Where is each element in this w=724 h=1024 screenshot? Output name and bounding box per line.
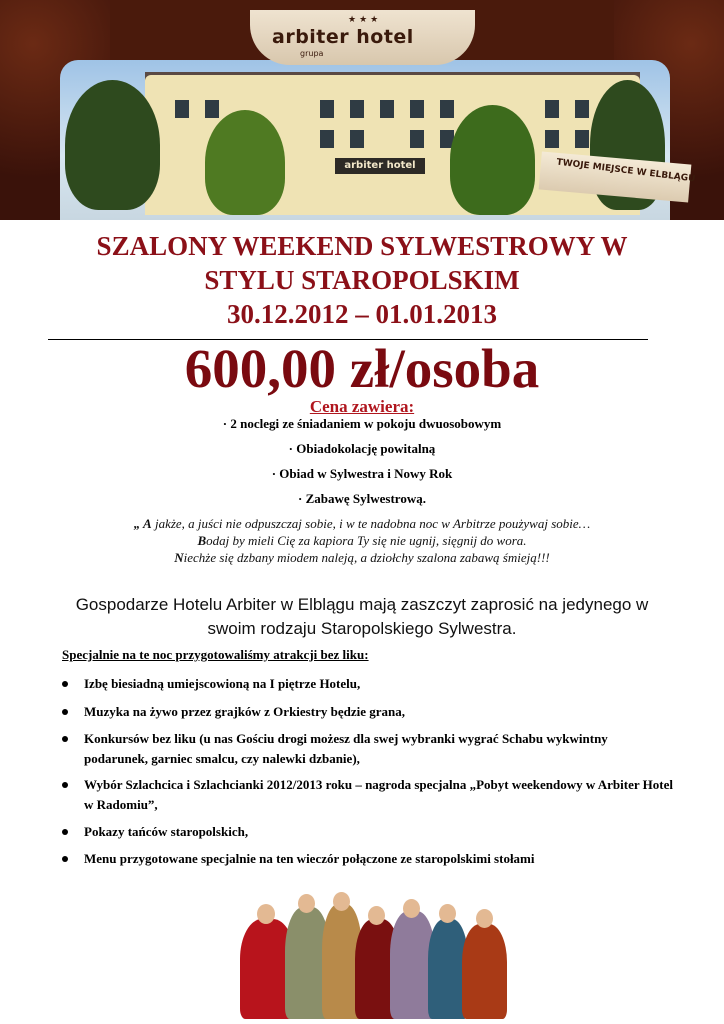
tree bbox=[450, 105, 535, 215]
window bbox=[320, 130, 334, 148]
window bbox=[380, 100, 394, 118]
list-item-text: Pokazy tańców staropolskich, bbox=[84, 824, 249, 839]
figure-head bbox=[403, 899, 420, 918]
slogan-text: TWOJE MIEJSCE W ELBLĄGU bbox=[555, 157, 696, 185]
quote-lead: B bbox=[197, 533, 207, 548]
price: 600,00 zł/osoba bbox=[184, 338, 540, 399]
window bbox=[410, 100, 424, 118]
list-item-text: Menu przygotowane specjalnie na ten wieczór połączone ze staropolskimi stołami bbox=[84, 851, 535, 866]
window bbox=[175, 100, 189, 118]
list-item-text: Muzyka na żywo przez grajków z Orkiestry będzie grana, bbox=[84, 704, 405, 719]
cena-item: · 2 noclegi ze śniadaniem w pokoju dwuosobowym bbox=[222, 416, 502, 431]
logo-stars: ★★★ bbox=[348, 14, 382, 24]
building-sign: arbiter hotel bbox=[335, 158, 425, 174]
cena-item: · Obiadokolację powitalną bbox=[288, 441, 436, 456]
figure bbox=[462, 924, 507, 1019]
quote-text: iechże się dzbany miodem naleją, a dziołchy szalona zabawą śmieją!!! bbox=[183, 550, 550, 565]
figure-head bbox=[257, 904, 275, 924]
window bbox=[350, 130, 364, 148]
figure-head bbox=[476, 909, 493, 928]
headline-line2: STYLU STAROPOLSKIM bbox=[204, 265, 520, 295]
tree bbox=[205, 110, 285, 215]
figure-head bbox=[439, 904, 456, 923]
window bbox=[545, 100, 559, 118]
quote-text: jakże, a juści nie odpuszczaj sobie, i w te nadobna noc w Arbitrze poużywaj sobie… bbox=[151, 516, 591, 531]
figure-head bbox=[368, 906, 385, 925]
window bbox=[205, 100, 219, 118]
window bbox=[545, 130, 559, 148]
cena-item: · Obiad w Sylwestra i Nowy Rok bbox=[271, 466, 453, 481]
figure-head bbox=[298, 894, 315, 913]
hotel-logo-sub: grupa bbox=[300, 49, 324, 58]
quote-line1 bbox=[0, 515, 724, 532]
bullet-icon bbox=[62, 829, 68, 835]
tree bbox=[65, 80, 160, 210]
quote-lead: „ A bbox=[133, 516, 152, 531]
window bbox=[440, 100, 454, 118]
headline-line1: SZALONY WEEKEND SYLWESTROWY W bbox=[96, 231, 628, 261]
list-item-text: Wybór Szlachcica i Szlachcianki 2012/2013 roku – nagroda specjalna „Pobyt weekendowy w Arbiter Hotel w Radomiu”, bbox=[84, 777, 673, 812]
quote-line2 bbox=[0, 532, 724, 549]
quote-text: odaj by mieli Cię za kapiora Ty się nie ugnij, sięgnij do wora. bbox=[206, 533, 527, 548]
window bbox=[410, 130, 424, 148]
invitation-text: Gospodarze Hotelu Arbiter w Elblągu mają zaszczyt zaprosić na jedynego w swoim rodzaju Staropolskiego Sylwestra. bbox=[75, 595, 649, 638]
list-item-text: Izbę biesiadną umiejscowioną na I piętrze Hotelu, bbox=[84, 676, 361, 691]
window bbox=[320, 100, 334, 118]
hotel-banner-image bbox=[0, 0, 724, 220]
bullet-icon bbox=[62, 736, 68, 742]
cena-item: · Zabawę Sylwestrową. bbox=[298, 491, 426, 506]
bullet-icon bbox=[62, 681, 68, 687]
window bbox=[575, 130, 589, 148]
attractions-heading: Specjalnie na te noc przygotowaliśmy atrakcji bez liku: bbox=[62, 647, 369, 662]
bullet-icon bbox=[62, 782, 68, 788]
list-item-text: Konkursów bez liku (u nas Gościu drogi możesz dla swej wybranki wygrać Schabu wykwintny podarunek, garniec smalcu, czy nalewki dzbanie), bbox=[84, 731, 608, 766]
quote-line3 bbox=[0, 549, 724, 566]
figure-head bbox=[333, 892, 350, 911]
window bbox=[350, 100, 364, 118]
bullet-icon bbox=[62, 709, 68, 715]
quote-lead: N bbox=[174, 550, 184, 565]
old-polish-costumes-image bbox=[240, 884, 510, 1019]
bullet-icon bbox=[62, 856, 68, 862]
cena-heading: Cena zawiera: bbox=[309, 397, 415, 416]
window bbox=[575, 100, 589, 118]
headline-dates: 30.12.2012 – 01.01.2013 bbox=[227, 299, 497, 329]
hotel-logo: arbiter hotel bbox=[272, 26, 414, 48]
